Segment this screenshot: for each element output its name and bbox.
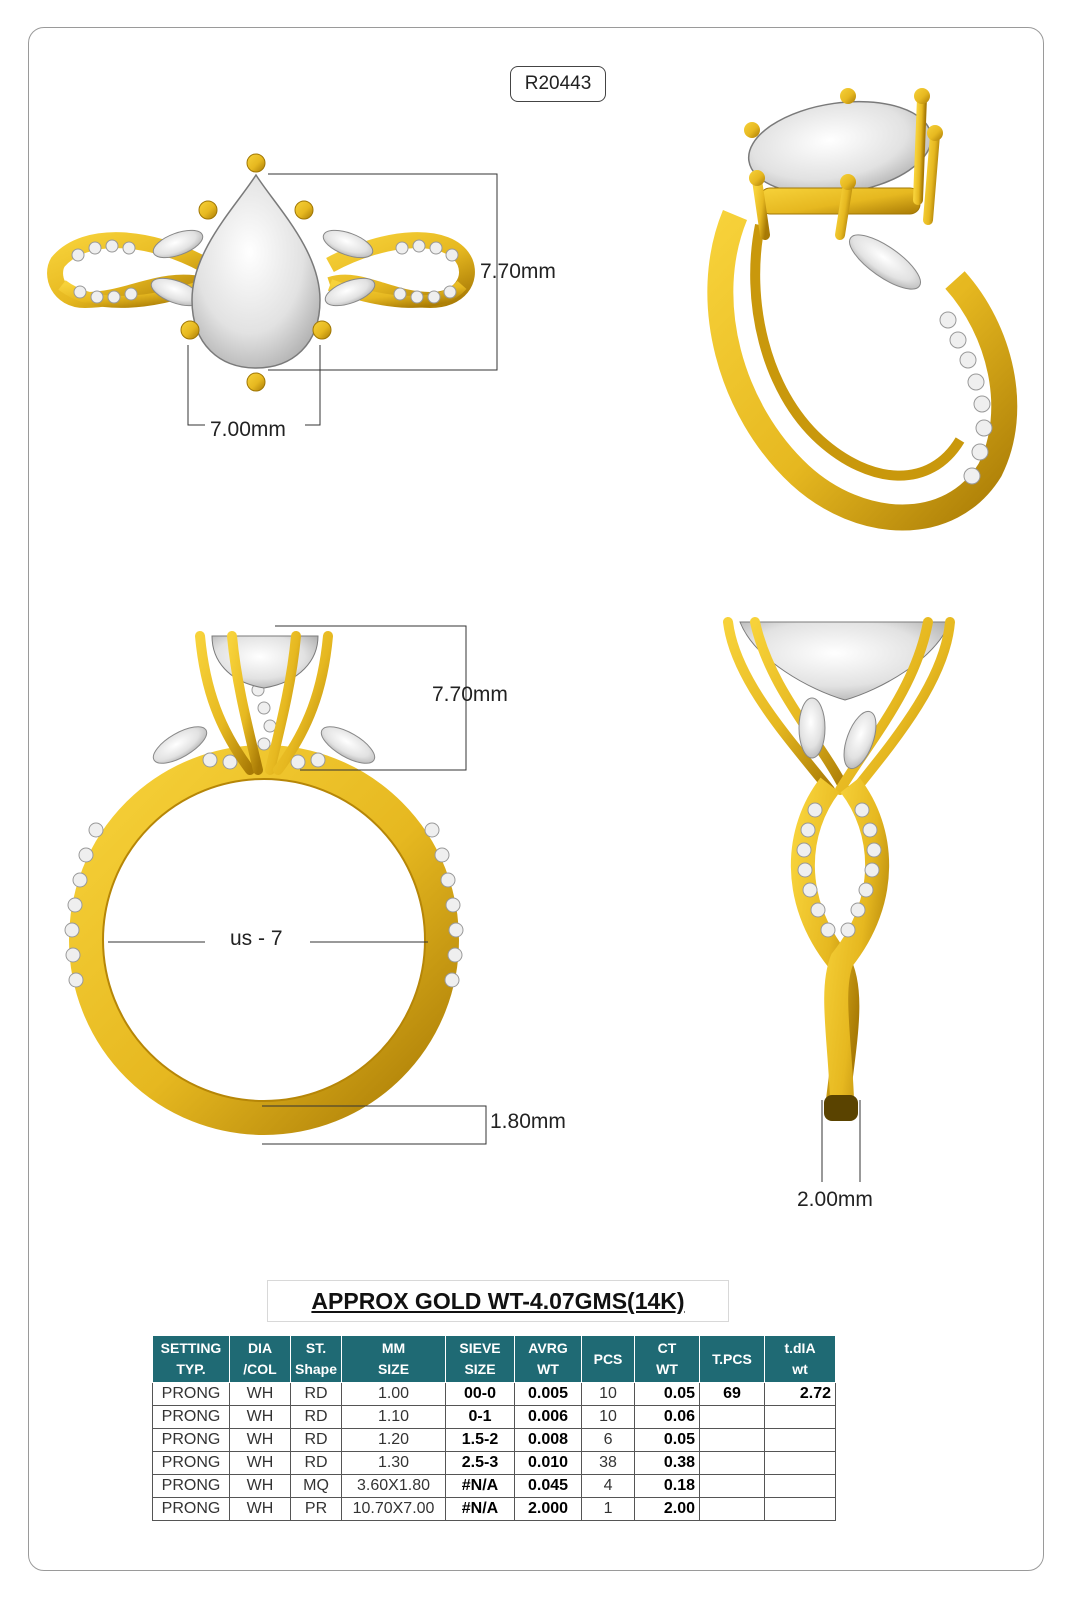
cell-setting: PRONG <box>153 1452 230 1475</box>
cell-dia-col: WH <box>230 1383 291 1406</box>
cell-total-pcs <box>700 1475 765 1498</box>
col-total-dia-wt: t.dIA wt <box>765 1336 836 1383</box>
cell-shape: RD <box>291 1452 342 1475</box>
cell-dia-col: WH <box>230 1498 291 1521</box>
cell-total-dia-wt <box>765 1452 836 1475</box>
col-total-pcs: T.PCS <box>700 1336 765 1383</box>
side-shank-bottom <box>824 1095 858 1121</box>
cell-setting: PRONG <box>153 1429 230 1452</box>
cell-mm-size: 3.60X1.80 <box>342 1475 446 1498</box>
cell-sieve: 0-1 <box>446 1406 515 1429</box>
cell-avg-wt: 0.045 <box>515 1475 582 1498</box>
col-pcs: PCS <box>582 1336 635 1383</box>
col-dia-col: DIA /COL <box>230 1336 291 1383</box>
cell-shape: RD <box>291 1429 342 1452</box>
cell-dia-col: WH <box>230 1429 291 1452</box>
col-mm-size: MM SIZE <box>342 1336 446 1383</box>
table-row <box>153 1498 836 1521</box>
cell-sieve: 1.5-2 <box>446 1429 515 1452</box>
cell-avg-wt: 0.008 <box>515 1429 582 1452</box>
cell-pcs: 4 <box>582 1475 635 1498</box>
cell-shape: RD <box>291 1406 342 1429</box>
col-setting-type: SETTING TYP. <box>153 1336 230 1383</box>
cell-dia-col: WH <box>230 1406 291 1429</box>
cell-dia-col: WH <box>230 1475 291 1498</box>
table-row <box>153 1383 836 1406</box>
cell-mm-size: 10.70X7.00 <box>342 1498 446 1521</box>
cell-mm-size: 1.00 <box>342 1383 446 1406</box>
cell-pcs: 38 <box>582 1452 635 1475</box>
top-view <box>55 154 497 425</box>
cell-total-dia-wt <box>765 1406 836 1429</box>
cell-pcs: 6 <box>582 1429 635 1452</box>
cell-dia-col: WH <box>230 1452 291 1475</box>
side-marquise-left <box>799 698 825 758</box>
cell-sieve: #N/A <box>446 1498 515 1521</box>
side-basket <box>728 622 950 790</box>
cell-setting: PRONG <box>153 1406 230 1429</box>
col-sieve-size: SIEVE SIZE <box>446 1336 515 1383</box>
cell-ct-wt: 0.38 <box>635 1452 700 1475</box>
cell-sieve: 2.5-3 <box>446 1452 515 1475</box>
cell-mm-size: 1.20 <box>342 1429 446 1452</box>
cell-total-pcs <box>700 1452 765 1475</box>
front-view <box>65 626 486 1144</box>
cell-total-dia-wt <box>765 1429 836 1452</box>
cell-sieve: 00-0 <box>446 1383 515 1406</box>
perspective-view <box>720 88 1004 518</box>
cell-avg-wt: 0.005 <box>515 1383 582 1406</box>
col-stone-shape: ST. Shape <box>291 1336 342 1383</box>
front-height-label: 7.70mm <box>432 683 508 706</box>
cell-total-pcs: 69 <box>700 1383 765 1406</box>
cell-pcs: 10 <box>582 1383 635 1406</box>
col-avg-wt: AVRG WT <box>515 1336 582 1383</box>
side-view <box>728 622 950 1182</box>
gold-weight-title: APPROX GOLD WT-4.07GMS(14K) <box>267 1280 729 1322</box>
band-thickness-label: 1.80mm <box>490 1110 566 1133</box>
cell-mm-size: 1.10 <box>342 1406 446 1429</box>
cell-total-pcs <box>700 1429 765 1452</box>
cell-setting: PRONG <box>153 1383 230 1406</box>
cell-ct-wt: 0.05 <box>635 1383 700 1406</box>
ring-size-label: us - 7 <box>230 927 283 950</box>
design-code: R20443 <box>510 66 606 102</box>
table-row <box>153 1429 836 1452</box>
cell-total-dia-wt: 2.72 <box>765 1383 836 1406</box>
cell-shape: MQ <box>291 1475 342 1498</box>
stone-table-header <box>153 1336 836 1383</box>
cell-ct-wt: 0.18 <box>635 1475 700 1498</box>
cell-total-pcs <box>700 1498 765 1521</box>
cell-avg-wt: 2.000 <box>515 1498 582 1521</box>
cell-setting: PRONG <box>153 1475 230 1498</box>
cell-avg-wt: 0.006 <box>515 1406 582 1429</box>
cell-avg-wt: 0.010 <box>515 1452 582 1475</box>
cell-ct-wt: 0.05 <box>635 1429 700 1452</box>
persp-marquise <box>842 226 928 299</box>
top-width-label: 7.00mm <box>210 418 286 441</box>
table-row <box>153 1406 836 1429</box>
persp-band-inner <box>755 225 960 476</box>
band-width-label: 2.00mm <box>797 1188 873 1211</box>
stone-table <box>152 1335 836 1521</box>
cell-shape: PR <box>291 1498 342 1521</box>
cell-ct-wt: 2.00 <box>635 1498 700 1521</box>
table-row <box>153 1452 836 1475</box>
cell-pcs: 1 <box>582 1498 635 1521</box>
cell-total-dia-wt <box>765 1475 836 1498</box>
cell-pcs: 10 <box>582 1406 635 1429</box>
top-height-label: 7.70mm <box>480 260 556 283</box>
cell-shape: RD <box>291 1383 342 1406</box>
cell-setting: PRONG <box>153 1498 230 1521</box>
cell-total-pcs <box>700 1406 765 1429</box>
table-row <box>153 1475 836 1498</box>
cell-total-dia-wt <box>765 1498 836 1521</box>
cell-sieve: #N/A <box>446 1475 515 1498</box>
cell-mm-size: 1.30 <box>342 1452 446 1475</box>
cell-ct-wt: 0.06 <box>635 1406 700 1429</box>
col-ct-wt: CT WT <box>635 1336 700 1383</box>
